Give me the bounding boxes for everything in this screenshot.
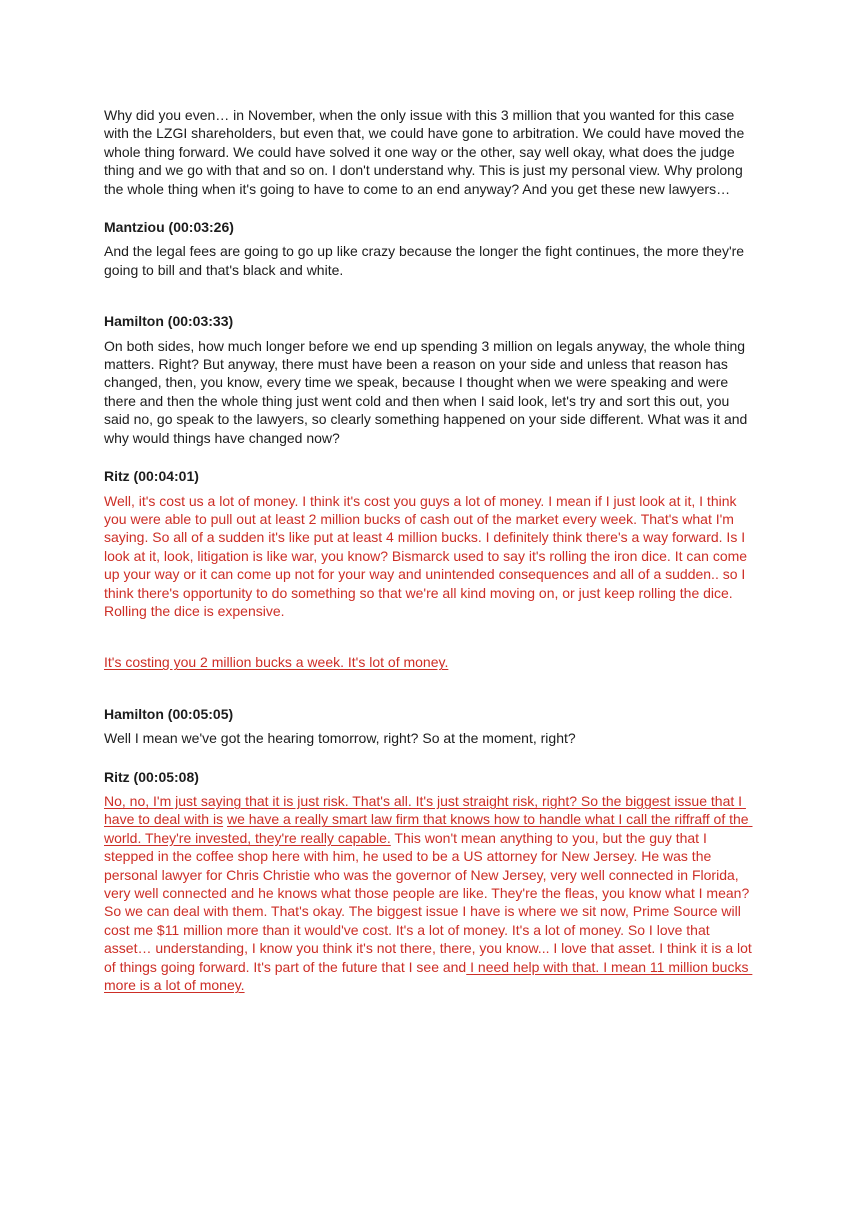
text-run: This won't mean anything to you, but the guy that I stepped in the coffee shop here with him, he used to be a US attorney for New Jersey. He was the personal lawyer for Chris Christie who was the governor of New Jersey, very well connected in Florida, very well connected and he knows what those people are like. They're the fleas, you know what I mean? So we can deal with them. That's okay. The biggest issue I have is where we sit now, Prime Source will cost me $11 million more than it would've cost. It's a lot of money. It's a lot of money. So I love that asset… understanding, I know you think it's not there, there, you know... I love that asset. I think it is a lot of things going forward. It's part of the future that I see and	[104, 829, 756, 975]
speaker-heading: Mantziou (00:03:26)	[104, 219, 234, 236]
transcript-paragraph	[104, 792, 756, 994]
speaker-heading: Hamilton (00:05:05)	[104, 705, 234, 722]
text-run: Well, it's cost us a lot of money. I think it's cost you guys a lot of money. I mean if I just look at it, I think you were able to pull out at least 2 million bucks of cash out of the market every week. That's what I'm saying. So all of a sudden it's like put at least 4 million bucks. I definitely think there's a way forward. Is I look at it, look, litigation is like war, you know? Bismarck used to say it's rolling the iron dice. It can come up your way or it can come up not for your way and unintended consequences and all of a sudden.. so I think there's opportunity to do something so that we're all kind moving on, or just keep rolling the dice. Rolling the dice is expensive.	[104, 492, 751, 619]
transcript-paragraph	[104, 106, 756, 198]
transcript-paragraph	[104, 653, 756, 671]
transcript-paragraph	[104, 242, 756, 279]
text-run: we have a really smart law firm that knows how to handle what I call the riffraff of the world. They're invested, they're really capable.	[104, 811, 753, 846]
text-run: And the legal fees are going to go up like crazy because the longer the fight continues, the more they're going to bill and that's black and white.	[104, 243, 748, 278]
text-run: Well I mean we've got the hearing tomorrow, right? So at the moment, right?	[104, 730, 576, 747]
transcript-content	[104, 106, 756, 994]
text-run: On both sides, how much longer before we end up spending 3 million on legals anyway, the whole thing matters. Right? But anyway, there must have been a reason on your side and unless that reason has changed, then, you know, every time we speak, because I thought when we were speaking and were there and then the whole thing just went cold and then when I said look, let's try and sort this out, you said no, go speak to the lawyers, so clearly something happened on your side different. What was it and why would things have changed now?	[104, 337, 752, 446]
speaker-heading: Ritz (00:04:01)	[104, 468, 199, 485]
transcript-paragraph	[104, 337, 756, 447]
text-run: I need help with that. I mean 11 million bucks more is a lot of money.	[104, 958, 753, 994]
text-run: No, no, I'm just saying that it is just risk. That's all. It's just straight risk, right? So the biggest issue that I have to deal with is	[104, 792, 746, 828]
text-run: Why did you even… in November, when the only issue with this 3 million that you wanted for this case with the LZGI shareholders, but even that, we could have gone to arbitration. We could have moved the whole thing forward. We could have solved it one way or the other, say well okay, what does the judge thing and we go with that and so on. I don't understand why. This is just my personal view. Why prolong the whole thing when it's going to have to come to an end anyway? And you get these new lawyers…	[104, 107, 749, 197]
text-run: It's costing you 2 million bucks a week. It's lot of money.	[104, 654, 449, 671]
speaker-heading: Ritz (00:05:08)	[104, 768, 199, 785]
speaker-heading: Hamilton (00:03:33)	[104, 313, 234, 330]
transcript-paragraph	[104, 729, 756, 747]
transcript-paragraph	[104, 492, 756, 621]
